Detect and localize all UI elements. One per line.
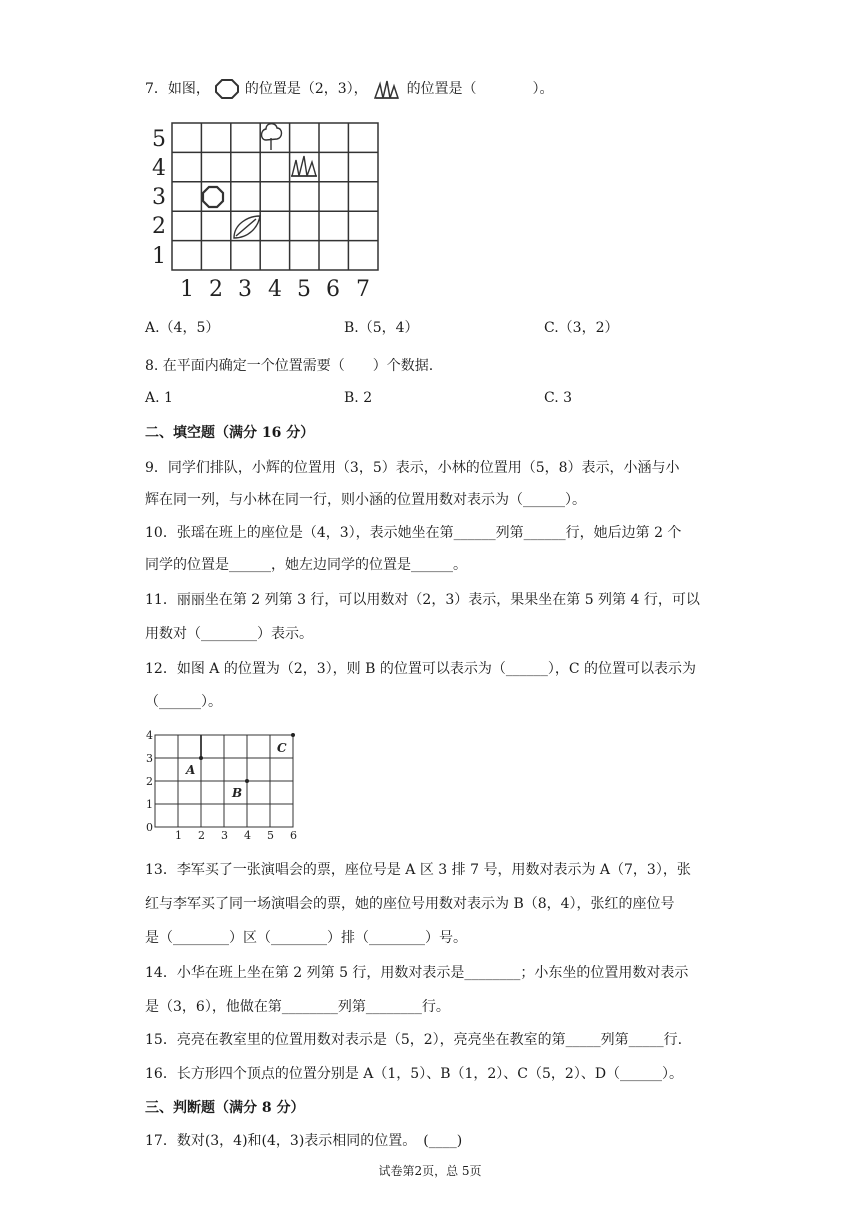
- x-label: 5: [267, 829, 274, 842]
- row-label: 4: [152, 156, 166, 181]
- y-label: 1: [146, 798, 153, 811]
- col-label: 1: [180, 277, 194, 302]
- q13-line: 是（________）区（________）排（________）号。: [145, 930, 467, 946]
- q7-option-b[interactable]: B.（5，4）: [344, 320, 419, 336]
- q13-line: 红与李军买了同一场演唱会的票，她的座位号用数对表示为 B（8，4），张红的座位号: [145, 896, 675, 912]
- q7-stem: 7．如图， 的位置是（2，3）， 的位置是（ ）。: [145, 78, 554, 100]
- q8-option-a[interactable]: A. 1: [145, 390, 173, 406]
- octagon-icon: [214, 78, 240, 100]
- row-label: 3: [152, 185, 166, 210]
- q7-option-a[interactable]: A.（4，5）: [145, 320, 220, 336]
- q11-line: 11．丽丽坐在第 2 列第 3 行，可以用数对（2，3）表示，果果坐在第 5 列第 4 行，可以: [145, 592, 700, 608]
- q8-option-c[interactable]: C. 3: [544, 390, 573, 406]
- q14-line: 是（3，6），他做在第________列第________行。: [145, 999, 450, 1015]
- x-label: 6: [290, 829, 297, 842]
- tree-icon: [262, 124, 282, 150]
- q9-line: 辉在同一列，与小林在同一行，则小涵的位置用数对表示为（______）。: [145, 492, 586, 508]
- q7-grid-figure: [148, 118, 388, 303]
- y-label: 4: [146, 729, 153, 742]
- y-label: 3: [146, 752, 153, 765]
- x-label: 2: [198, 829, 205, 842]
- x-label: 4: [244, 829, 251, 842]
- grass-icon: [372, 78, 402, 100]
- point-c-dot: [291, 733, 295, 737]
- octagon-icon: [203, 187, 223, 207]
- q9-line: 9．同学们排队，小辉的位置用（3，5）表示，小林的位置用（5，8）表示，小涵与小: [145, 460, 680, 476]
- col-label: 6: [326, 277, 340, 302]
- page-footer: 试卷第2页，总 5页: [378, 1164, 482, 1178]
- point-b-label: B: [232, 786, 243, 800]
- q10-line: 同学的位置是______，她左边同学的位置是______。: [145, 557, 467, 573]
- x-label: 3: [221, 829, 228, 842]
- q14-line: 14．小华在班上坐在第 2 列第 5 行，用数对表示是________；小东坐的位置用数对表示: [145, 965, 689, 981]
- point-a-label: A: [186, 763, 196, 777]
- q8-stem: 8. 在平面内确定一个位置需要（ ）个数据.: [145, 358, 434, 374]
- q13-line: 13．李军买了一张演唱会的票，座位号是 A 区 3 排 7 号，用数对表示为 A（7，3），张: [145, 862, 691, 878]
- point-a-dot: [199, 756, 203, 760]
- row-label: 2: [152, 214, 166, 239]
- q11-line: 用数对（________）表示。: [145, 626, 313, 642]
- col-label: 7: [356, 277, 370, 302]
- col-label: 5: [297, 277, 311, 302]
- q12-line: 12．如图 A 的位置为（2，3），则 B 的位置可以表示为（______），C 的位置可以表示为: [145, 661, 696, 677]
- col-label: 4: [268, 277, 282, 302]
- point-c-label: C: [277, 741, 287, 755]
- section-heading: 三、判断题（满分 8 分）: [145, 1100, 305, 1116]
- col-label: 2: [209, 277, 223, 302]
- point-b-dot: [245, 779, 249, 783]
- q12-line: （______）。: [145, 694, 222, 710]
- q10-line: 10．张瑶在班上的座位是（4，3），表示她坐在第______列第______行，她后边第 2 个: [145, 525, 682, 541]
- q7-option-c[interactable]: C.（3，2）: [544, 320, 619, 336]
- q8-option-b[interactable]: B. 2: [344, 390, 373, 406]
- leaf-icon: [234, 216, 260, 238]
- y-label: 0: [146, 821, 153, 834]
- row-label: 5: [152, 127, 166, 152]
- x-label: 1: [175, 829, 182, 842]
- row-label: 1: [152, 244, 166, 269]
- q17-line: 17．数对(3，4)和(4，3)表示相同的位置。 (____): [145, 1133, 463, 1149]
- y-label: 2: [146, 775, 153, 788]
- q15-line: 15．亮亮在教室里的位置用数对表示是（5，2），亮亮坐在教室的第_____列第_____行.: [145, 1032, 683, 1048]
- q16-line: 16．长方形四个顶点的位置分别是 A（1，5）、B（1，2）、C（5，2）、D（______）。: [145, 1066, 684, 1082]
- q12-grid-figure: [143, 727, 309, 843]
- grass-icon: [291, 156, 317, 176]
- col-label: 3: [238, 277, 252, 302]
- section-heading: 二、填空题（满分 16 分）: [145, 425, 315, 441]
